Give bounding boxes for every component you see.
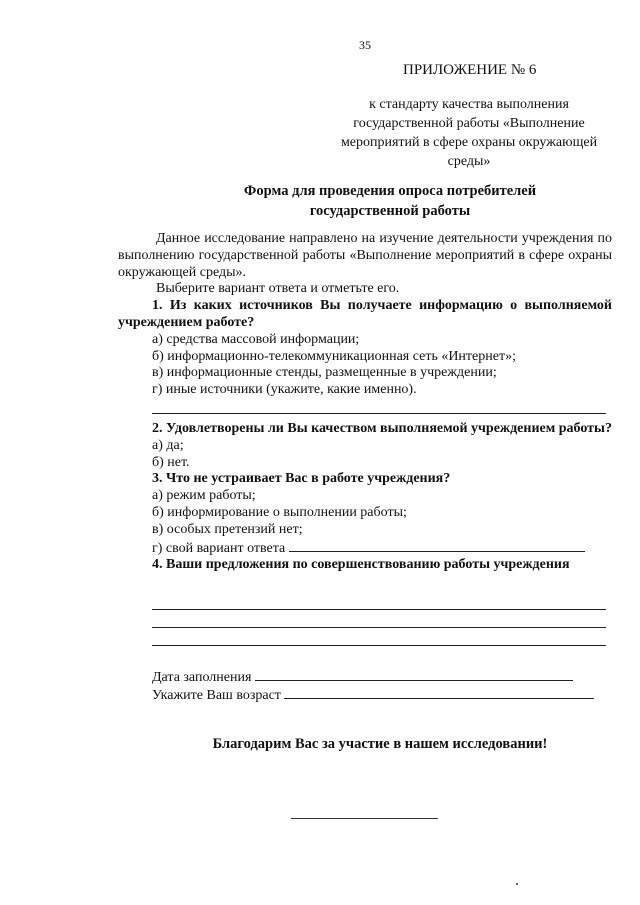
q2-option-b[interactable]: б) нет.	[152, 454, 190, 470]
q2-option-a[interactable]: а) да;	[152, 437, 184, 453]
intro-block	[118, 231, 612, 399]
q1-option-c[interactable]: в) информационные стенды, размещенные в учреждении;	[152, 365, 497, 381]
question-4: 4. Ваши предложения по совершенствованию работы учреждения	[152, 557, 570, 573]
questions-block	[118, 421, 612, 574]
date-field-line[interactable]	[255, 668, 573, 681]
page-number: 35	[359, 38, 371, 52]
question-3: 3. Что не устраивает Вас в работе учреждения?	[152, 471, 451, 487]
q3-option-b[interactable]: б) информирование о выполнении работы;	[152, 504, 407, 520]
age-label: Укажите Ваш возраст	[152, 688, 281, 703]
instruction-text: Выберите вариант ответа и отметьте его.	[156, 281, 400, 297]
appendix-label: ПРИЛОЖЕНИЕ № 6	[403, 62, 537, 78]
age-field-line[interactable]	[284, 686, 594, 699]
q3-option-a[interactable]: а) режим работы;	[152, 488, 256, 504]
q4-answer-line-2[interactable]	[152, 627, 606, 628]
q4-answer-line-3[interactable]	[152, 645, 606, 646]
q1-option-a[interactable]: а) средства массовой информации;	[152, 331, 360, 347]
question-1: 1. Из каких источников Вы получаете информацию о выполняемой учреждением работе?	[118, 298, 612, 330]
closing-separator-line	[291, 818, 438, 819]
q1-option-b[interactable]: б) информационно-телекоммуникационная сеть «Интернет»;	[152, 348, 516, 364]
age-row	[152, 686, 594, 704]
date-row	[152, 668, 573, 686]
q3-option-c[interactable]: в) особых претензий нет;	[152, 521, 303, 537]
q3-option-d-label[interactable]: г) свой вариант ответа	[152, 540, 286, 556]
scan-speck	[516, 883, 518, 885]
form-title-line1: Форма для проведения опроса потребителей	[243, 183, 537, 199]
q4-answer-line-1[interactable]	[152, 609, 606, 610]
q1-option-d[interactable]: г) иные источники (укажите, какие именно).	[152, 382, 417, 398]
question-2: 2. Удовлетворены ли Вы качеством выполняемой учреждением работы?	[152, 421, 612, 436]
intro-paragraph: Данное исследование направлено на изучение деятельности учреждения по выполнению государственной работы «Выполнение мероприятий в сфере охраны окружающей среды».	[118, 231, 612, 280]
q3-own-answer-line[interactable]	[289, 539, 585, 552]
date-label: Дата заполнения	[152, 670, 252, 685]
appendix-subtitle: к стандарту качества выполнения государственной работы «Выполнение мероприятий в сфере охраны окружающей среды»	[340, 97, 598, 169]
thanks-text: Благодарим Вас за участие в нашем исследовании!	[212, 736, 548, 752]
form-title-line2: государственной работы	[309, 203, 471, 219]
form-title	[170, 181, 610, 221]
q3-option-d	[118, 539, 612, 558]
q1-answer-line[interactable]	[152, 413, 606, 414]
